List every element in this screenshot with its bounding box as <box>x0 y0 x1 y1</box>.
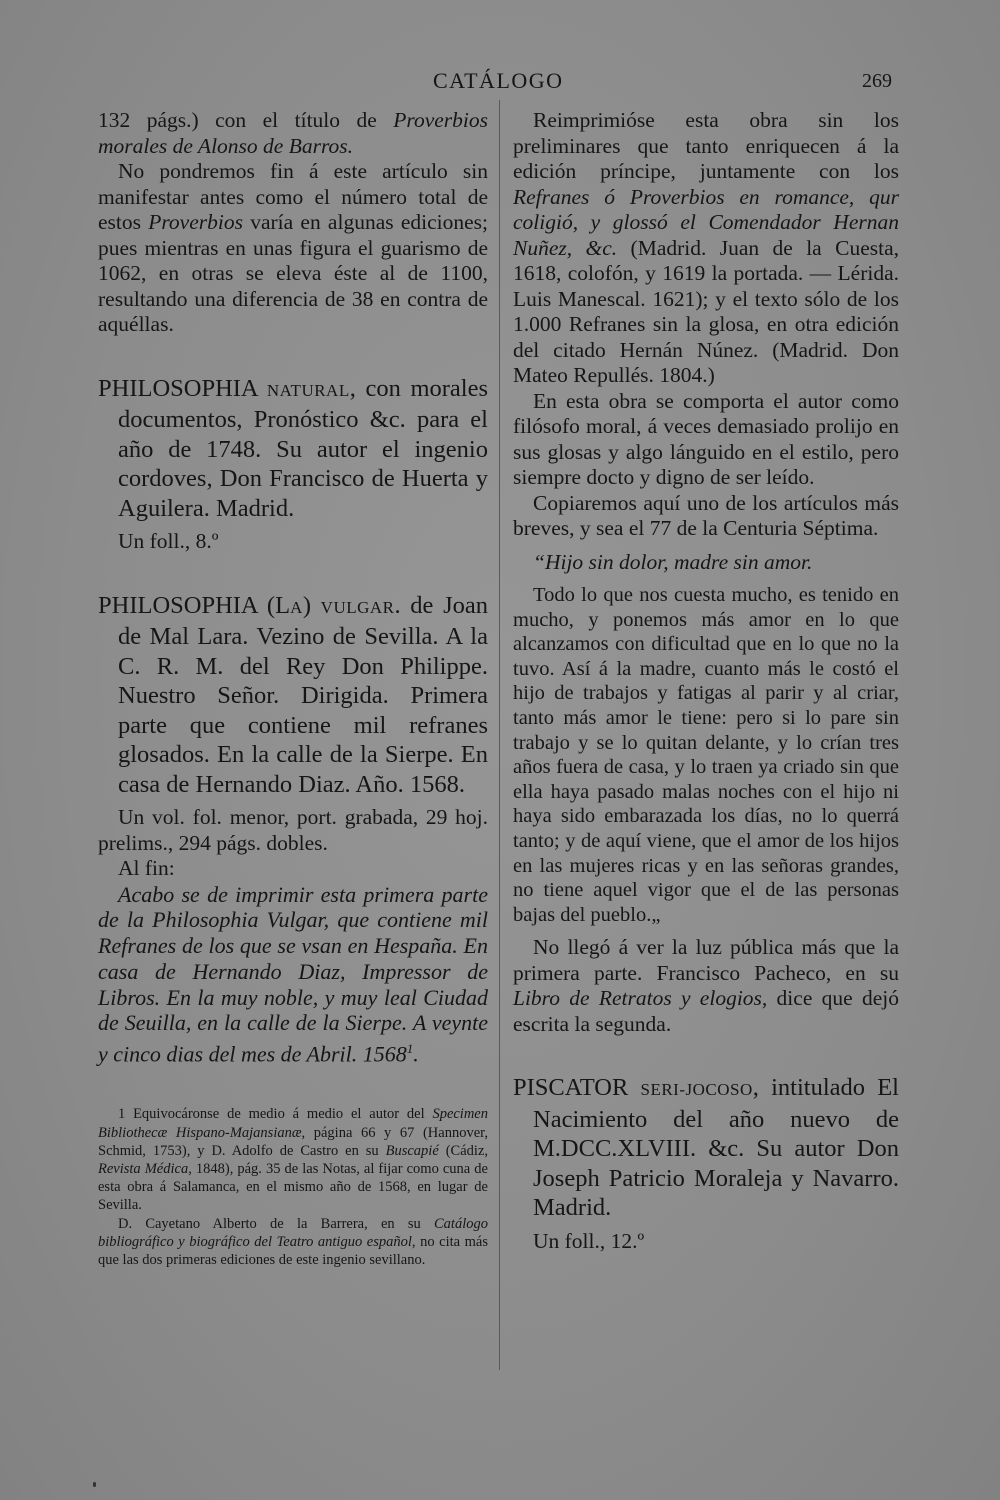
quote-heading: “Hijo sin dolor, madre sin amor. <box>533 549 813 574</box>
right-column <box>513 108 899 1254</box>
footnotes <box>98 1105 488 1269</box>
entry-note: Un vol. fol. menor, port. grabada, 29 hoj. prelims., 294 págs. dobles. <box>98 805 488 855</box>
page-number: 269 <box>862 70 892 92</box>
footnote-mark: 1 <box>406 1041 414 1057</box>
paragraph: Copiaremos aquí uno de los artículos más breves, y sea el 77 de la Centuria Séptima. <box>513 490 899 540</box>
entry-piscator: PISCATOR SERI-JOCOSO, intitulado El Nacimiento del año nuevo de M.DCC.XLVIII. &c. Su autor Don Joseph Patricio Moraleja y Navarro. Madrid. <box>513 1074 899 1222</box>
closing-paragraph: No pondremos fin á este artículo sin manifestar antes como el número total de estos Proverbios varía en algunas ediciones; pues mientras en unas figura el guarismo de 1062, en otras se eleva éste al de 1100, resultando una diferencia de 38 en contra de aquéllas. <box>98 159 488 336</box>
ink-speck <box>93 1482 96 1487</box>
colophon-intro: Al fin: <box>118 856 175 880</box>
entry-philosophia-natural: PHILOSOPHIA NATURAL, con morales documentos, Pronóstico &c. para el año de 1748. Su autor el ingenio cordoves, Don Francisco de Huerta y Aguilera. Madrid. <box>98 374 488 522</box>
left-column <box>98 108 488 1269</box>
paragraph: En esta obra se comporta el autor como filósofo moral, á veces demasiado prolijo en sus glosas y algo lánguido en el estilo, pero siempre docto y digno de ser leído. <box>513 388 899 489</box>
footnote: D. Cayetano Alberto de la Barrera, en su Catálogo bibliográfico y biográfico del Teatro antiguo español, no cita más que las dos primeras ediciones de este ingenio sevillano. <box>98 1215 488 1269</box>
colophon-text: Acabo se de imprimir esta primera parte de la Philosophia Vulgar, que contiene mil Refranes de los que se vsan en Hespaña. En casa de Hernando Diaz, Impressor de Libros. En la muy noble, y muy leal Ciudad de Seuilla, en la calle de la Sierpe. A veynte y cinco dias del mes de Abril. 1568$^1$. <box>98 881 488 1067</box>
quote-body: Todo lo que nos cuesta mucho, es tenido en mucho, y ponemos más amor en lo que alcanzamos con dificultad que en lo que no la tuvo. Así á la madre, cuanto más le costó el hijo de trabajos y fatigas al parir y al criar, tanto más amor le tiene: pero si lo pare sin trabajo y se lo quitan delante, y lo crían tres años fuera de casa, y lo traen ya criado sin que ella haya pasado malas noches con el hijo ni haya sido embarazada los días, no lo querrá tanto; y de aquí viene, que el amor de los hijos en las mujeres ricas y en las señoras grandes, no tiene aquel vigor que el de las personas bajas del pueblo.„ <box>513 584 899 926</box>
entry-philosophia-vulgar: PHILOSOPHIA (LA) VULGAR. de Joan de Mal Lara. Vezino de Sevilla. A la C. R. M. del Rey Don Philippe. Nuestro Señor. Dirigida. Primera parte que contiene mil refranes glosados. En la calle de la Sierpe. En casa de Hernando Diaz. Año. 1568. <box>98 591 488 798</box>
column-rule <box>499 100 500 1370</box>
entry-note: Un foll., 12.º <box>533 1228 645 1253</box>
continued-paragraph: 132 págs.) con el título de Proverbios morales de Alonso de Barros. <box>98 108 488 158</box>
paragraph: No llegó á ver la luz pública más que la primera parte. Francisco Pacheco, en su Libro de Retratos y elogios, dice que dejó escrita la segunda. <box>513 935 899 1036</box>
entry-note: Un foll., 8.º <box>118 529 219 553</box>
running-head: CATÁLOGO <box>433 68 564 93</box>
footnote: 1 Equivocáronse de medio á medio el autor del Specimen Bibliothecæ Hispano-Majansianæ, página 66 y 67 (Hannover, Schmid, 1753), y D. Adolfo de Castro en su Buscapié (Cádiz, Revista Médica, 1848), pág. 35 de las Notas, al fijar como cuna de esta obra á Salamanca, en el mismo año de 1568, en lugar de Sevilla. <box>98 1106 489 1214</box>
paragraph: Reimprimióse esta obra sin los preliminares que tanto enriquecen á la edición príncipe, juntamente con los Refranes ó Proverbios en romance, qur coligió, y glossó el Comendador Hernan Nuñez, &c. (Madrid. Juan de la Cuesta, 1618, colofón, y 1619 la portada. — Lérida. Luis Manescal. 1621); y el texto sólo de los 1.000 Refranes sin la glosa, en otra edición del citado Hernán Núnez. (Madrid. Don Mateo Repullés. 1804.) <box>513 108 899 387</box>
